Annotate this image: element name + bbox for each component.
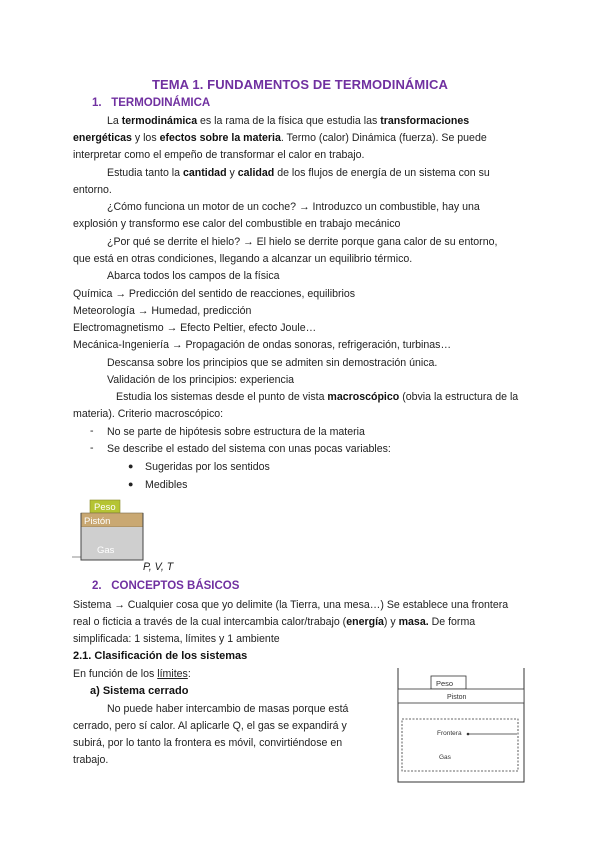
section-2-number: 2. [92, 580, 102, 592]
paragraph-engine-line1: ¿Cómo funciona un motor de un coche? → Introduzco un combustible, hay una [107, 201, 480, 213]
paragraph-definition-line2: energéticas y los efectos sobre la materia. Termo (calor) Dinámica (fuerza). Se puede [73, 132, 487, 144]
sketch-pointer-dot [467, 733, 470, 736]
sketch-boundary [402, 719, 518, 771]
section-2-heading [92, 580, 239, 592]
document-title: TEMA 1. FUNDAMENTOS DE TERMODINÁMICA [151, 77, 449, 92]
principles-line2: Validación de los principios: experiencia [107, 374, 295, 386]
sketch-weight-label: Peso [436, 679, 454, 688]
closed-system-text: cerrado, pero sí calor. Al aplicarle Q, el gas se expandirá y [73, 720, 347, 732]
closed-system-text: trabajo. [73, 754, 109, 766]
sketch-piston-label: Piston [447, 694, 467, 701]
bullet-marker: ● [128, 479, 134, 489]
closed-system-diagram [393, 666, 528, 784]
dash-item: No se parte de hipótesis sobre estructura de la materia [107, 426, 365, 438]
state-variables-caption: P, V, T [143, 561, 174, 573]
piston-label: Pistón [84, 516, 111, 527]
paragraph-ice-line2: que está en otras condiciones, llegando a alcanzar un equilibrio térmico. [73, 253, 413, 265]
dash-marker: - [90, 442, 94, 454]
dash-marker: - [90, 425, 94, 437]
closed-system-text: subirá, por lo tanto la frontera es móvil, convirtiéndose en [73, 737, 343, 749]
sketch-gas-label: Gas [439, 754, 451, 761]
paragraph-ice-line1: ¿Por qué se derrite el hielo? → El hielo se derrite porque gana calor de su entorno, [107, 236, 498, 248]
paragraph-macro-line2: materia). Criterio macroscópico: [73, 408, 224, 420]
paragraph-definition-line1: La termodinámica es la rama de la física que estudia las transformaciones [107, 115, 470, 127]
closed-system-text: No puede haber intercambio de masas porque está [107, 703, 349, 715]
piston-diagram [70, 496, 146, 568]
bullet-marker: ● [128, 461, 134, 471]
paragraph-system-line1: Sistema → Cualquier cosa que yo delimite (la Tierra, una mesa…) Se establece una frontera [73, 599, 509, 611]
field-item: Mecánica-Ingeniería → Propagación de ondas sonoras, refrigeración, turbinas… [73, 339, 452, 351]
dash-item: Se describe el estado del sistema con unas pocas variables: [107, 443, 391, 455]
limits-line: En función de los límites: [73, 668, 191, 680]
section-1-number: 1. [92, 97, 102, 109]
paragraph-quantity-line2: entorno. [73, 184, 112, 196]
field-item: Meteorología → Humedad, predicción [73, 305, 252, 317]
weight-label: Peso [94, 502, 116, 513]
bullet-item: Sugeridas por los sentidos [145, 461, 270, 473]
section-2-title: CONCEPTOS BÁSICOS [111, 580, 240, 592]
closed-system-heading: a) Sistema cerrado [90, 685, 189, 697]
field-item: Química → Predicción del sentido de reacciones, equilibrios [73, 288, 356, 300]
sketch-boundary-label: Frontera [437, 730, 462, 737]
subsection-heading: 2.1. Clasificación de los sistemas [73, 650, 248, 662]
principles-line1: Descansa sobre los principios que se admiten sin demostración única. [107, 357, 438, 369]
paragraph-quantity-line1: Estudia tanto la cantidad y calidad de los flujos de energía de un sistema con su [107, 167, 490, 179]
paragraph-engine-line2: explosión y transformo ese calor del combustible en trabajo mecánico [73, 218, 401, 230]
fields-intro: Abarca todos los campos de la física [107, 270, 280, 282]
paragraph-system-line2: real o ficticia a través de la cual intercambia calor/trabajo (energía) y masa. De forma [73, 616, 476, 628]
paragraph-definition-line3: interpretar como el empeño de transformar el calor en trabajo. [73, 149, 365, 161]
paragraph-macro-line1: Estudia los sistemas desde el punto de vista macroscópico (obvia la estructura de la [116, 391, 519, 403]
section-1-heading [92, 97, 210, 109]
bullet-item: Medibles [145, 479, 188, 491]
paragraph-system-line3: simplificada: 1 sistema, límites y 1 ambiente [73, 633, 280, 645]
gas-label: Gas [97, 545, 115, 556]
section-1-title: TERMODINÁMICA [111, 97, 211, 109]
field-item: Electromagnetismo → Efecto Peltier, efecto Joule… [73, 322, 317, 334]
